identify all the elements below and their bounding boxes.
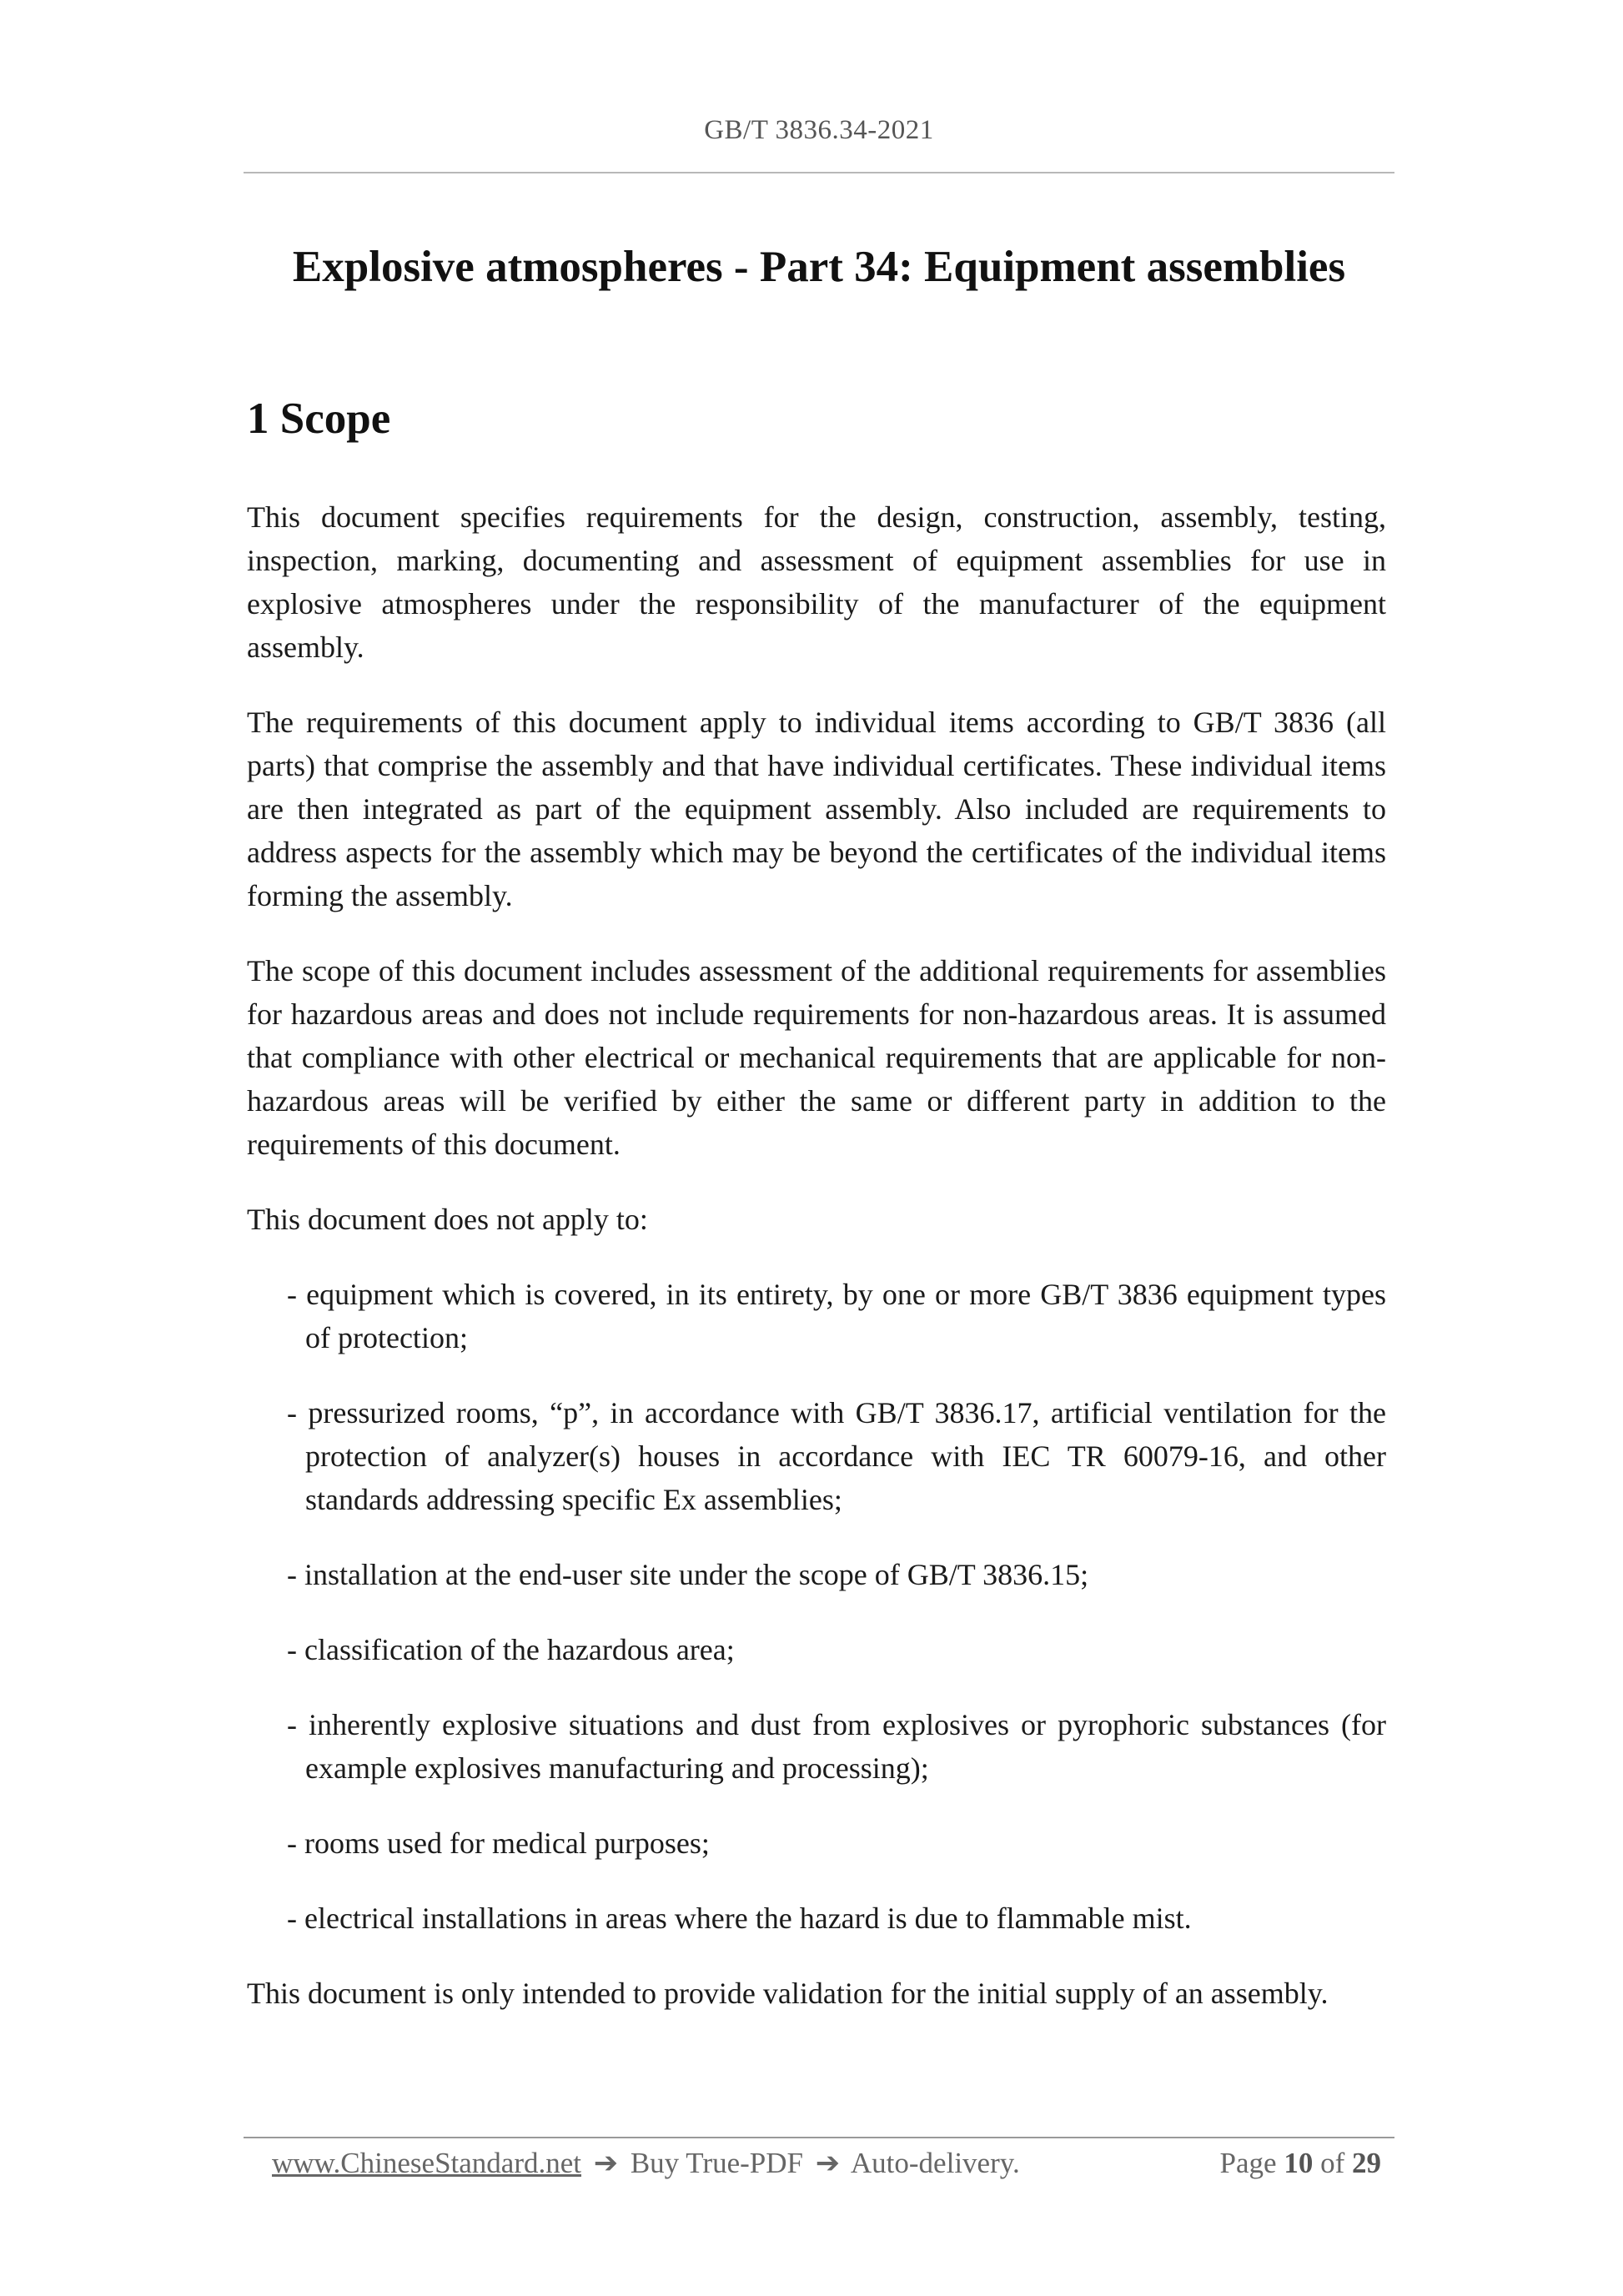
arrow-right-icon: ➔: [815, 2147, 841, 2179]
page-label: Page: [1219, 2147, 1277, 2179]
closing-paragraph: This document is only intended to provide validation for the initial supply of an assembly.: [247, 1977, 1329, 2010]
footer-promo: [272, 2147, 1020, 2180]
scope-paragraph-3: The scope of this document includes assessment of the additional requirements for assemblies for hazardous areas and does not include requirements for non-hazardous areas. It is assumed that compliance with other electrical or mechanical requirements that are applicable for non-hazardous areas will be verified by either the same or different party in addition to the requirements of this document.: [247, 954, 1386, 1161]
page-of: of: [1320, 2147, 1345, 2179]
exclusion-item: - rooms used for medical purposes;: [287, 1826, 710, 1860]
buy-text: Buy True-PDF: [630, 2147, 803, 2179]
scope-paragraph-1: This document specifies requirements for the design, construction, assembly, testing, inspection, marking, documenting and assessment of equipment assemblies for use in explosive atmospheres under the responsibility of the manufacturer of the equipment assembly.: [247, 500, 1386, 664]
exclusions-list: [247, 1273, 1386, 1940]
page-indicator: [1220, 2147, 1381, 2180]
exclusion-item: - electrical installations in areas where the hazard is due to flammable mist.: [287, 1902, 1192, 1935]
scope-paragraph-2: The requirements of this document apply to individual items according to GB/T 3836 (all parts) that comprise the assembly and that have individual certificates. These individual items are then integrated as part of the equipment assembly. Also included are requirements to address aspects for the assembly which may be beyond the certificates of the individual items forming the assembly.: [247, 706, 1386, 912]
footer-divider: [244, 2137, 1394, 2138]
section-heading: 1 Scope: [247, 394, 391, 443]
arrow-right-icon: ➔: [593, 2147, 619, 2179]
section-body: [247, 495, 1386, 2047]
delivery-text: Auto-delivery.: [850, 2147, 1020, 2179]
page-current: 10: [1284, 2147, 1314, 2179]
header-divider: [244, 172, 1394, 173]
exclusion-item: - installation at the end-user site under the scope of GB/T 3836.15;: [287, 1558, 1089, 1591]
page-footer: [272, 2147, 1381, 2180]
page-total: 29: [1352, 2147, 1381, 2179]
running-header: GB/T 3836.34-2021: [704, 115, 934, 145]
exclusion-item: - classification of the hazardous area;: [287, 1633, 735, 1666]
document-title: Explosive atmospheres - Part 34: Equipment assemblies: [292, 243, 1346, 291]
site-link[interactable]: www.ChineseStandard.net: [272, 2147, 581, 2179]
exclusion-item: - inherently explosive situations and dust from explosives or pyrophoric substances (for example explosives manufacturing and processing);: [287, 1708, 1386, 1785]
exclusions-intro: This document does not apply to:: [247, 1203, 648, 1236]
exclusion-item: - equipment which is covered, in its entirety, by one or more GB/T 3836 equipment types of protection;: [287, 1278, 1386, 1354]
exclusion-item: - pressurized rooms, “p”, in accordance with GB/T 3836.17, artificial ventilation for the protection of analyzer(s) houses in accordance with IEC TR 60079-16, and other standards addressing specific Ex assemblies;: [287, 1396, 1386, 1516]
